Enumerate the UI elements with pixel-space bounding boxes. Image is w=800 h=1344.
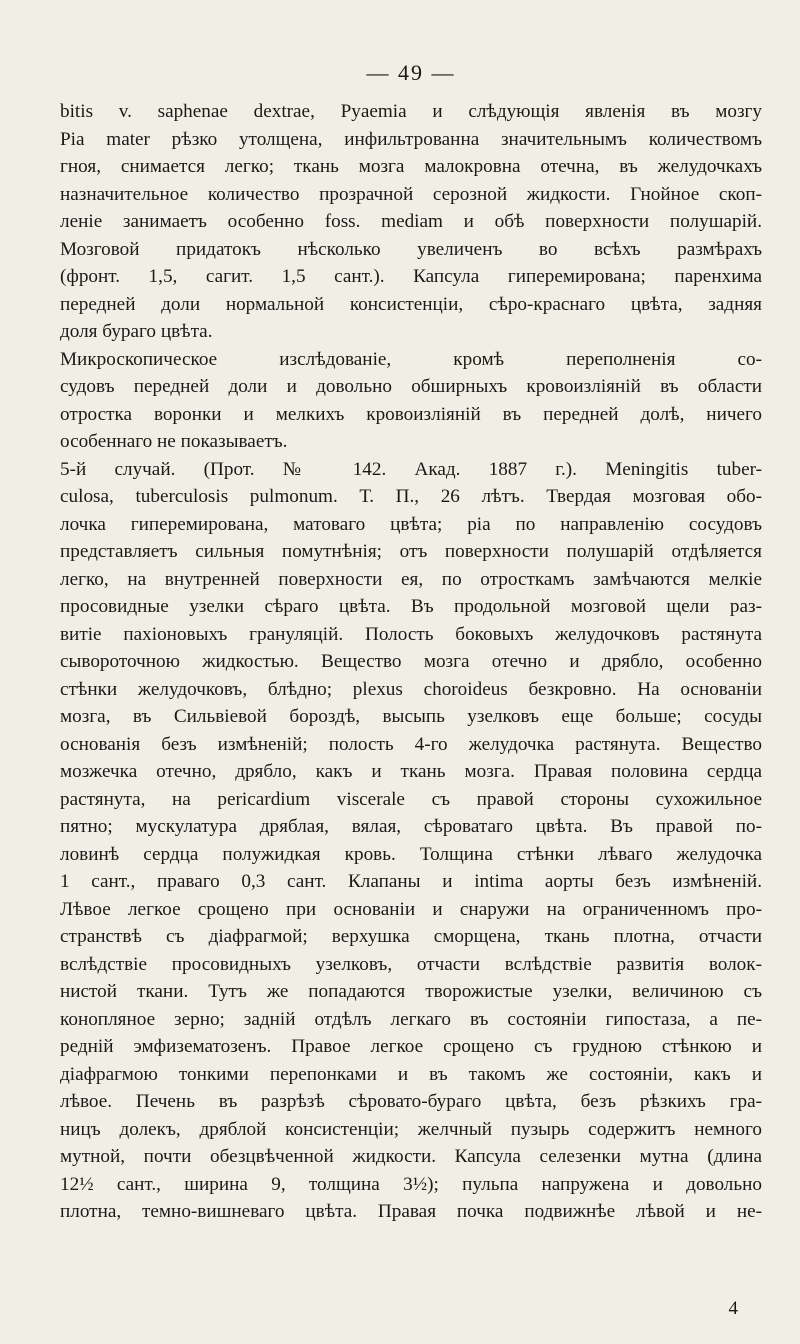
text-line: нистой ткани. Тутъ же попадаются творожистые узелки, величиною съ <box>60 981 762 1002</box>
text-line: сывороточною жидкостью. Вещество мозга отечно и дрябло, особенно <box>60 651 762 672</box>
body-text <box>60 98 762 1226</box>
text-line: Лѣвое легкое срощено при основаніи и снаружи на ограниченномъ про- <box>60 898 762 920</box>
text-line: стѣнки желудочковъ, блѣдно; plexus choroideus безкровно. На основаніи <box>60 678 762 700</box>
text-line: Мозговой придатокъ нѣсколько увеличенъ во всѣхъ размѣрахъ <box>60 238 762 260</box>
text-line: особеннаго не показываетъ. <box>60 431 288 452</box>
text-line: отростка воронки и мелкихъ кровоизліяній въ передней долѣ, ничего <box>60 403 762 425</box>
text-line: редній эмфизематозенъ. Правое легкое срощено съ грудною стѣнкою и <box>60 1036 762 1057</box>
text-line: Pia mater рѣзко утолщена, инфильтрованна значительнымъ количествомъ <box>60 128 762 150</box>
text-line: странствѣ съ діафрагмой; верхушка сморщена, ткань плотна, отчасти <box>60 926 762 947</box>
text-line: доля бураго цвѣта. <box>60 321 213 342</box>
text-line: пятно; мускулатура дряблая, вялая, сѣроватаго цвѣта. Въ правой по- <box>60 816 762 837</box>
text-line: растянута, на pericardium viscerale съ правой стороны сухожильное <box>60 788 762 810</box>
text-line: лѣвое. Печень въ разрѣзѣ сѣровато-бураго цвѣта, безъ рѣзкихъ гра- <box>60 1091 762 1112</box>
text-line: конопляное зерно; задній отдѣлъ легкаго въ состояніи гипостаза, а пе- <box>60 1008 762 1030</box>
text-line: передней доли нормальной консистенціи, сѣро-краснаго цвѣта, задняя <box>60 293 762 315</box>
text-line: гноя, снимается легко; ткань мозга малокровна отечна, въ желудочкахъ <box>60 156 762 177</box>
text-line: назначительное количество прозрачной серозной жидкости. Гнойное скоп- <box>60 183 762 205</box>
text-line: мозжечка отечно, дрябло, какъ и ткань мозга. Правая половина сердца <box>60 761 762 782</box>
text-line: 12½ сант., ширина 9, толщина 3½); пульпа напружена и довольно <box>60 1173 762 1195</box>
text-line: bitis v. saphenae dextrae, Pyaemia и слѣдующія явленія въ мозгу <box>60 101 762 122</box>
text-line: мозга, въ Сильвіевой бороздѣ, высыпь узелковъ еще больше; сосуды <box>60 706 762 727</box>
page-number: — 49 — <box>366 60 456 85</box>
text-line: витіе пахіоновыхъ грануляцій. Полость боковыхъ желудочковъ растянута <box>60 623 762 645</box>
printer-signature-mark: 4 <box>728 1298 738 1319</box>
text-line: ловинѣ сердца полужидкая кровь. Толщина стѣнки лѣваго желудочка <box>60 843 762 865</box>
text-line: судовъ передней доли и довольно обширныхъ кровоизліяній въ области <box>60 376 762 397</box>
text-line: 1 сант., праваго 0,3 сант. Клапаны и intima аорты безъ измѣненій. <box>60 871 762 892</box>
text-line: ницъ долекъ, дряблой консистенціи; желчный пузырь содержитъ немного <box>60 1118 762 1140</box>
text-line: 5-й случай. (Прот. № 142. Акад. 1887 г.). Meningitis tuber- <box>60 458 762 480</box>
text-line: легко, на внутренней поверхности ея, по отросткамъ замѣчаются мелкіе <box>60 568 762 590</box>
text-line: лочка гиперемирована, матоваго цвѣта; pia по направленію сосудовъ <box>60 513 762 535</box>
text-line: мутной, почти обезцвѣченной жидкости. Капсула селезенки мутна (длина <box>60 1146 762 1167</box>
text-line: представляетъ сильныя помутнѣнія; отъ поверхности полушарій отдѣляется <box>60 541 762 562</box>
text-line: (фронт. 1,5, сагит. 1,5 сант.). Капсула гиперемирована; паренхима <box>60 266 762 287</box>
text-line: culosa, tuberculosis pulmonum. Т. П., 26 лѣтъ. Твердая мозговая обо- <box>60 486 762 507</box>
text-line: вслѣдствіе просовидныхъ узелковъ, отчасти вслѣдствіе развитія волок- <box>60 953 762 975</box>
text-line: Микроскопическое изслѣдованіе, кромѣ переполненія со- <box>60 348 762 370</box>
text-line: діафрагмою тонкими перепонками и въ такомъ же состояніи, какъ и <box>60 1063 762 1085</box>
text-line: плотна, темно-вишневаго цвѣта. Правая почка подвижнѣе лѣвой и не- <box>60 1201 762 1222</box>
text-line: основанія безъ измѣненій; полость 4-го желудочка растянута. Вещество <box>60 733 762 755</box>
text-line: леніе занимаетъ особенно foss. mediam и обѣ поверхности полушарій. <box>60 211 762 232</box>
text-line: просовидные узелки сѣраго цвѣта. Въ продольной мозговой щели раз- <box>60 596 762 617</box>
